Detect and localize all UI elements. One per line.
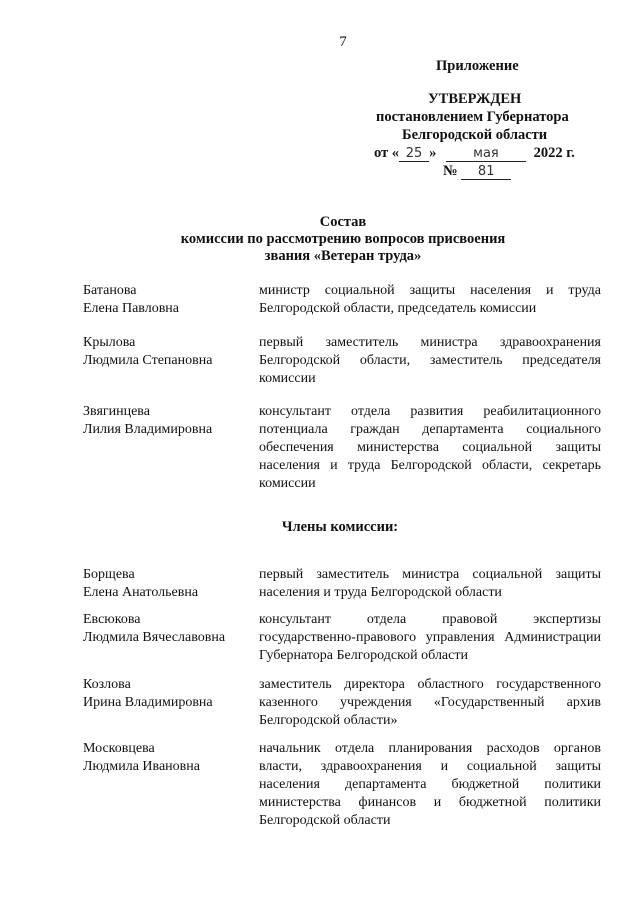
title-line-2: комиссии по рассмотрению вопросов присвоения bbox=[180, 231, 506, 247]
person-name bbox=[83, 334, 253, 370]
person-surname: Батанова bbox=[83, 283, 137, 298]
person-name bbox=[83, 611, 253, 647]
members-heading: Члены комиссии: bbox=[281, 519, 399, 535]
person-given-name: Елена Анатольевна bbox=[83, 585, 199, 600]
person-role: министр социальной защиты населения и труда Белгородской области, председатель комиссии bbox=[259, 283, 601, 316]
person-role: первый заместитель министра социальной защиты населения и труда Белгородской области bbox=[259, 567, 601, 600]
person-role: консультант отдела развития реабилитационного потенциала граждан департамента социального обеспечения министерства социальной защиты населения и труда Белгородской области, секретарь комиссии bbox=[259, 404, 601, 491]
person-name bbox=[83, 282, 253, 318]
person-role: заместитель директора областного государственного казенного учреждения «Государственный архив Белгородской области» bbox=[259, 677, 601, 728]
person-name bbox=[83, 566, 253, 602]
date-prefix: от « bbox=[374, 145, 400, 161]
person-role: первый заместитель министра здравоохранения Белгородской области, заместитель председателя комиссии bbox=[259, 335, 601, 386]
person-given-name: Людмила Вячеславовна bbox=[83, 630, 226, 645]
person-name bbox=[83, 403, 253, 439]
region-line: Белгородской области bbox=[402, 127, 548, 143]
person-surname: Звягинцева bbox=[83, 404, 150, 419]
date-day: 25 bbox=[399, 146, 429, 162]
approved-label: УТВЕРЖДЕН bbox=[428, 91, 522, 107]
person-given-name: Людмила Степановна bbox=[83, 353, 213, 368]
person-surname: Московцева bbox=[83, 741, 155, 756]
person-name bbox=[83, 740, 253, 776]
appendix-label: Приложение bbox=[436, 58, 519, 74]
person-surname: Евсюкова bbox=[83, 612, 141, 627]
person-given-name: Ирина Владимировна bbox=[83, 695, 213, 710]
title-line-1: Состав bbox=[319, 214, 367, 230]
decree-date bbox=[374, 145, 575, 162]
decree-number bbox=[443, 163, 511, 180]
person-surname: Крылова bbox=[83, 335, 136, 350]
person-given-name: Елена Павловна bbox=[83, 301, 180, 316]
person-given-name: Людмила Ивановна bbox=[83, 759, 200, 774]
person-surname: Козлова bbox=[83, 677, 131, 692]
decree-line: постановлением Губернатора bbox=[376, 109, 569, 125]
number-prefix: № bbox=[443, 163, 458, 179]
date-month: мая bbox=[446, 146, 526, 162]
page-number: 7 bbox=[339, 34, 347, 50]
person-given-name: Лилия Владимировна bbox=[83, 422, 213, 437]
number-value: 81 bbox=[461, 164, 511, 180]
person-surname: Борщева bbox=[83, 567, 135, 582]
date-mid: » bbox=[429, 145, 437, 161]
date-year: 2022 г. bbox=[533, 145, 575, 161]
title-line-3: звания «Ветеран труда» bbox=[264, 248, 422, 264]
person-name bbox=[83, 676, 253, 712]
person-role: консультант отдела правовой экспертизы государственно-правового управления Администрации Губернатора Белгородской области bbox=[259, 612, 601, 663]
document-title bbox=[0, 214, 640, 265]
person-role: начальник отдела планирования расходов органов власти, здравоохранения и социальной защиты населения департамента бюджетной политики министерства финансов и бюджетной политики Белгородской области bbox=[259, 741, 601, 828]
